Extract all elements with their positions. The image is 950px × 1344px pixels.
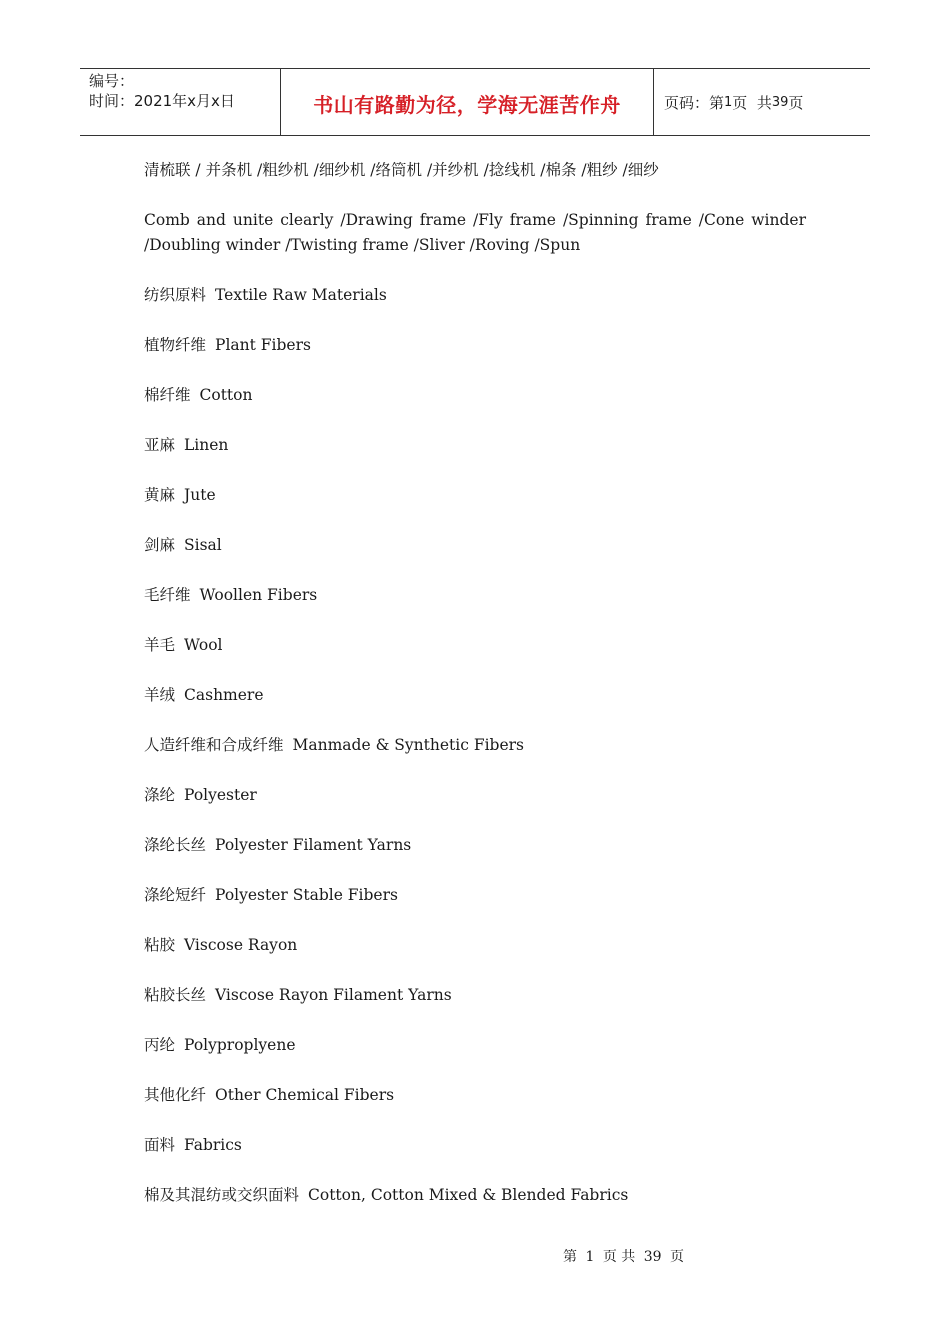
footer-prefix: 第	[563, 1249, 577, 1265]
term-chinese: 涤纶长丝	[144, 836, 207, 854]
term-chinese: 其他化纤	[144, 1086, 207, 1104]
document-time-label: 时间：2021年x月x日	[89, 92, 235, 110]
term-chinese: 粘胶长丝	[144, 986, 207, 1004]
term-entry	[144, 933, 806, 958]
term-entry	[144, 1183, 806, 1208]
term-entry	[144, 883, 806, 908]
header-motto: 书山有路勤为径，学海无涯苦作舟	[313, 93, 621, 117]
header-page-total: 39	[771, 94, 789, 110]
term-entry	[144, 683, 806, 708]
term-entry	[144, 283, 806, 308]
term-english: Woollen Fibers	[199, 586, 318, 604]
term-entry	[144, 833, 806, 858]
header-page-suffix: 页	[788, 93, 804, 112]
footer-suffix: 页	[670, 1249, 685, 1265]
term-chinese: 植物纤维	[144, 336, 207, 354]
header-page-current: 1	[724, 94, 733, 110]
term-entry	[144, 1133, 806, 1158]
term-chinese: 人造纤维和合成纤维	[144, 736, 284, 754]
term-entry	[144, 783, 806, 808]
term-entry	[144, 333, 806, 358]
header-motto-cell	[281, 69, 654, 135]
term-english: Fabrics	[184, 1136, 242, 1154]
term-entry	[144, 433, 806, 458]
document-number-label: 编号：	[89, 72, 135, 90]
term-chinese: 羊绒	[144, 686, 176, 704]
process-line-english: Comb and unite clearly /Drawing frame /Fly frame /Spinning frame /Cone winder /Doubling winder /Twisting frame /Sliver /Roving /Spun	[144, 211, 806, 254]
term-chinese: 剑麻	[144, 536, 176, 554]
term-chinese: 面料	[144, 1136, 176, 1154]
term-english: Cashmere	[184, 686, 264, 704]
header-page-mid: 页 共	[732, 93, 772, 112]
term-chinese: 涤纶短纤	[144, 886, 207, 904]
term-english: Polyester Stable Fibers	[215, 886, 398, 904]
term-entry	[144, 383, 806, 408]
page-header	[80, 68, 870, 136]
term-english: Polyester Filament Yarns	[215, 836, 412, 854]
term-english: Cotton	[199, 386, 253, 404]
term-entry	[144, 1083, 806, 1108]
term-chinese: 纺织原料	[144, 286, 207, 304]
term-chinese: 毛纤维	[144, 586, 191, 604]
term-entry	[144, 983, 806, 1008]
term-entry	[144, 533, 806, 558]
header-page-cell	[654, 69, 870, 135]
term-english: Wool	[184, 636, 223, 654]
term-english: Other Chemical Fibers	[215, 1086, 395, 1104]
term-entry	[144, 633, 806, 658]
footer-page-current: 1	[585, 1249, 595, 1265]
term-english: Viscose Rayon Filament Yarns	[215, 986, 452, 1004]
term-chinese: 黄麻	[144, 486, 176, 504]
term-english: Viscose Rayon	[184, 936, 298, 954]
term-english: Polyproplyene	[184, 1036, 296, 1054]
term-english: Polyester	[184, 786, 257, 804]
term-english: Plant Fibers	[215, 336, 311, 354]
term-chinese: 羊毛	[144, 636, 176, 654]
term-entry	[144, 483, 806, 508]
header-meta-cell	[80, 69, 281, 135]
term-entry	[144, 583, 806, 608]
term-list	[144, 283, 806, 1208]
process-line-chinese: 清梳联 / 并条机 /粗纱机 /细纱机 /络筒机 /并纱机 /捻线机 /棉条 /粗纱 /细纱	[144, 161, 659, 179]
term-english: Sisal	[184, 536, 222, 554]
term-english: Jute	[184, 486, 216, 504]
term-english: Linen	[184, 436, 229, 454]
page-footer	[563, 1246, 688, 1266]
term-english: Textile Raw Materials	[215, 286, 387, 304]
term-chinese: 丙纶	[144, 1036, 176, 1054]
footer-page-total: 39	[643, 1249, 662, 1265]
term-entry	[144, 733, 806, 758]
term-chinese: 亚麻	[144, 436, 176, 454]
document-body	[144, 158, 806, 1233]
footer-mid: 页 共	[602, 1249, 636, 1265]
term-chinese: 涤纶	[144, 786, 176, 804]
term-entry	[144, 1033, 806, 1058]
term-chinese: 粘胶	[144, 936, 176, 954]
term-chinese: 棉及其混纺或交织面料	[144, 1186, 300, 1204]
header-page-prefix: 页码：第	[664, 93, 725, 112]
term-english: Manmade & Synthetic Fibers	[292, 736, 525, 754]
term-chinese: 棉纤维	[144, 386, 191, 404]
term-english: Cotton, Cotton Mixed & Blended Fabrics	[308, 1186, 629, 1204]
